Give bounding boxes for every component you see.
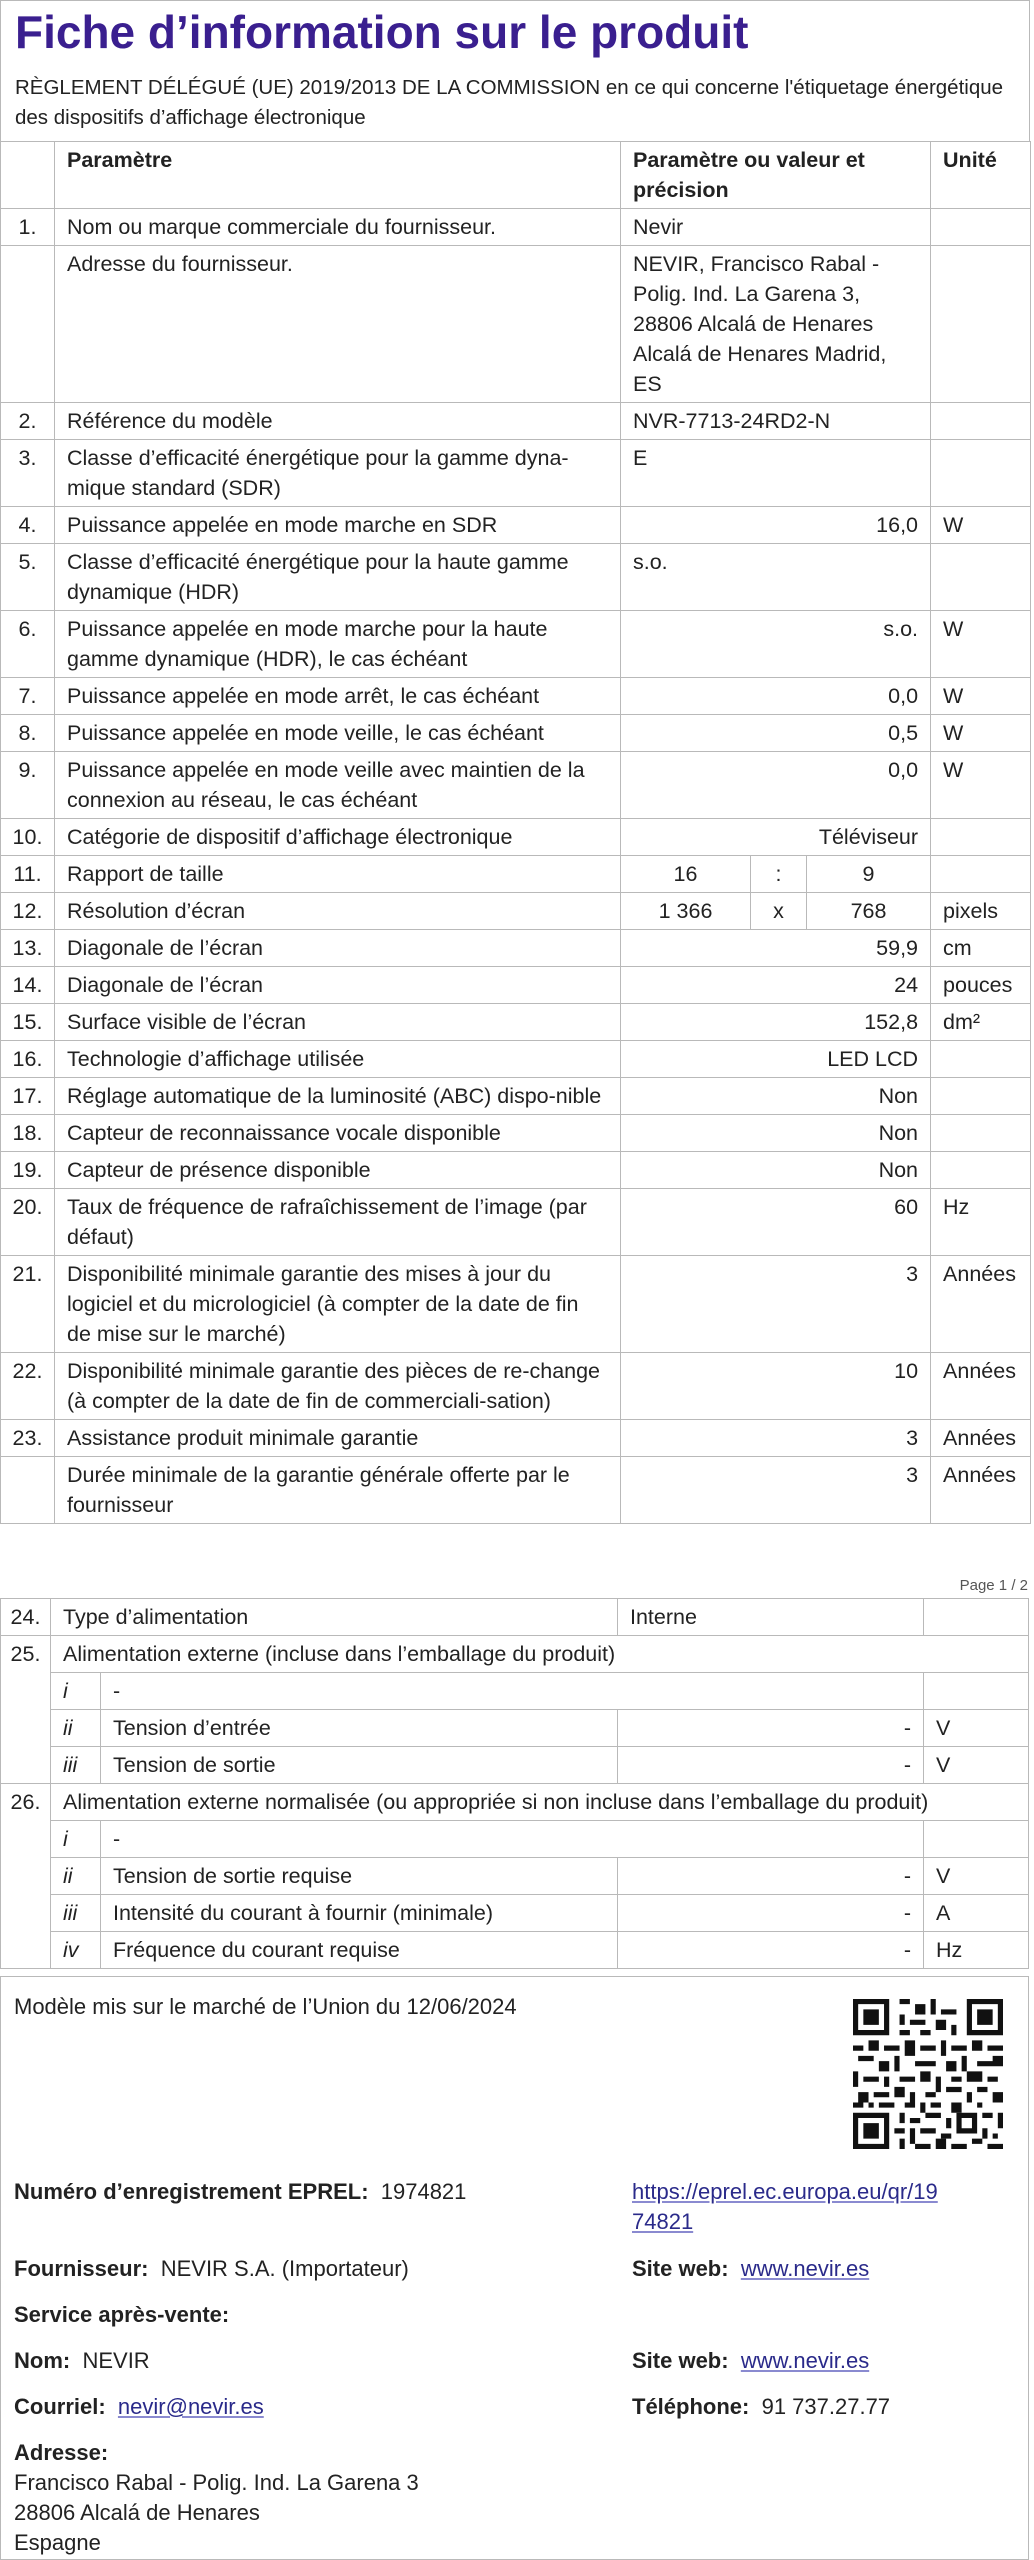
header-value: Paramètre ou valeur et précision xyxy=(621,142,931,209)
row-unit: W xyxy=(931,715,1031,752)
row-value-separator: x xyxy=(751,893,807,930)
row-unit: dm² xyxy=(931,1004,1031,1041)
row-value: E xyxy=(621,440,931,507)
table-header-row xyxy=(1,142,1031,209)
service-website xyxy=(632,2346,869,2376)
row-parameter: Diagonale de l’écran xyxy=(55,930,621,967)
row-parameter: Diagonale de l’écran xyxy=(55,967,621,1004)
table-row xyxy=(1,1636,1029,1673)
table-row xyxy=(1,856,1031,893)
subrow-value: - xyxy=(618,1747,924,1784)
row-number: 7. xyxy=(1,678,55,715)
row-unit: Années xyxy=(931,1457,1031,1524)
row-number: 17. xyxy=(1,1078,55,1115)
table-row xyxy=(1,403,1031,440)
table-row xyxy=(1,1599,1029,1636)
page-number: Page 1 / 2 xyxy=(959,1577,1028,1594)
supplier xyxy=(14,2254,409,2284)
website-link[interactable]: www.nevir.es xyxy=(740,2256,870,2281)
row-unit xyxy=(931,1115,1031,1152)
header xyxy=(0,0,1030,141)
roman-index: ii xyxy=(51,1710,101,1747)
row-number: 19. xyxy=(1,1152,55,1189)
address-label: Adresse: xyxy=(14,2440,109,2465)
row-number: 22. xyxy=(1,1353,55,1420)
row-label: Alimentation externe normalisée (ou appropriée si non incluse dans l’emballage du produit) xyxy=(51,1784,1029,1821)
row-number: 4. xyxy=(1,507,55,544)
subrow-value: - xyxy=(618,1710,924,1747)
row-value: 16,0 xyxy=(621,507,931,544)
row-number: 12. xyxy=(1,893,55,930)
row-unit: pixels xyxy=(931,893,1031,930)
table-row xyxy=(1,1420,1031,1457)
address-line-1: Francisco Rabal - Polig. Ind. La Garena 3 xyxy=(14,2470,419,2495)
table-row xyxy=(1,246,1031,403)
row-parameter: Puissance appelée en mode marche pour la haute gamme dynamique (HDR), le cas échéant xyxy=(55,611,621,678)
row-unit: Années xyxy=(931,1256,1031,1353)
row-value: 0,0 xyxy=(621,752,931,819)
eprel-link[interactable] xyxy=(632,2177,982,2237)
row-parameter: Adresse du fournisseur. xyxy=(55,246,621,403)
table-row xyxy=(1,1041,1031,1078)
eprel-label: Numéro d’enregistrement EPREL: xyxy=(14,2179,369,2204)
row-unit xyxy=(931,209,1031,246)
row-parameter: Puissance appelée en mode veille avec maintien de la connexion au réseau, le cas échéant xyxy=(55,752,621,819)
regulation-subtitle: RÈGLEMENT DÉLÉGUÉ (UE) 2019/2013 DE LA COMMISSION en ce qui concerne l'étiquetage énergétique des dispositifs d’affichage électronique xyxy=(15,76,1004,129)
row-parameter: Puissance appelée en mode veille, le cas échéant xyxy=(55,715,621,752)
row-number: 26. xyxy=(1,1784,51,1969)
website2-link[interactable]: www.nevir.es xyxy=(740,2348,870,2373)
row-unit xyxy=(931,1041,1031,1078)
row-unit: Années xyxy=(931,1420,1031,1457)
row-parameter: Réglage automatique de la luminosité (ABC) dispo-nible xyxy=(55,1078,621,1115)
eprel-url-line-2[interactable]: 74821 xyxy=(632,2209,694,2234)
table-row xyxy=(1,1152,1031,1189)
row-unit: pouces xyxy=(931,967,1031,1004)
service-phone xyxy=(632,2392,890,2422)
row-value-separator: : xyxy=(751,856,807,893)
row-value: LED LCD xyxy=(621,1041,931,1078)
row-parameter: Disponibilité minimale garantie des mises à jour du logiciel et du micrologiciel (à compter de la date de fin de mise sur le marché) xyxy=(55,1256,621,1353)
row-unit xyxy=(931,1152,1031,1189)
row-value: 24 xyxy=(621,967,931,1004)
subrow-label: Tension de sortie xyxy=(101,1747,618,1784)
row-value: 0,0 xyxy=(621,678,931,715)
subrow-label: Fréquence du courant requise xyxy=(101,1932,618,1969)
table-body xyxy=(1,209,1031,1524)
row-number: 16. xyxy=(1,1041,55,1078)
row-value: NEVIR, Francisco Rabal - Polig. Ind. La Garena 3, 28806 Alcalá de Henares Alcalá de Henares Madrid, ES xyxy=(621,246,931,403)
eprel-url-line-1[interactable]: https://eprel.ec.europa.eu/qr/19 xyxy=(632,2179,938,2204)
registration-panel xyxy=(0,1976,1029,2560)
table-subrow xyxy=(1,1821,1029,1858)
row-number: 2. xyxy=(1,403,55,440)
subrow-unit xyxy=(924,1821,1029,1858)
table-row xyxy=(1,507,1031,544)
roman-index: i xyxy=(51,1821,101,1858)
subrow-unit: A xyxy=(924,1895,1029,1932)
row-unit xyxy=(931,1078,1031,1115)
row-value: 3 xyxy=(621,1256,931,1353)
qr-code-icon[interactable] xyxy=(853,1999,1003,2149)
row-value: s.o. xyxy=(621,611,931,678)
after-sales-heading xyxy=(14,2300,229,2330)
subrow-label: - xyxy=(101,1821,924,1858)
row-value: Non xyxy=(621,1078,931,1115)
row-value-b: 768 xyxy=(807,893,931,930)
address-line-3: Espagne xyxy=(14,2530,101,2555)
row-number: 1. xyxy=(1,209,55,246)
roman-index: i xyxy=(51,1673,101,1710)
header-parameter: Paramètre xyxy=(55,142,621,209)
table-row xyxy=(1,752,1031,819)
row-parameter: Nom ou marque commerciale du fournisseur. xyxy=(55,209,621,246)
row-unit: Hz xyxy=(931,1189,1031,1256)
row-value: Téléviseur xyxy=(621,819,931,856)
email-link[interactable]: nevir@nevir.es xyxy=(117,2394,264,2419)
table-subrow xyxy=(1,1895,1029,1932)
row-number: 21. xyxy=(1,1256,55,1353)
row-unit xyxy=(931,246,1031,403)
table-subrow xyxy=(1,1932,1029,1969)
eprel-number xyxy=(14,2177,466,2207)
table-subrow xyxy=(1,1673,1029,1710)
row-number: 25. xyxy=(1,1636,51,1784)
header-unit: Unité xyxy=(931,142,1031,209)
row-value-b: 9 xyxy=(807,856,931,893)
row-unit xyxy=(931,403,1031,440)
row-unit: W xyxy=(931,678,1031,715)
row-parameter: Surface visible de l’écran xyxy=(55,1004,621,1041)
row-unit: Années xyxy=(931,1353,1031,1420)
roman-index: iii xyxy=(51,1895,101,1932)
name-label: Nom: xyxy=(14,2348,71,2373)
market-date-text: Modèle mis sur le marché de l’Union du 12/06/2024 xyxy=(14,1994,517,2019)
table-row xyxy=(1,209,1031,246)
row-value: 59,9 xyxy=(621,930,931,967)
table-row xyxy=(1,1457,1031,1524)
table-row xyxy=(1,1353,1031,1420)
row-value: 152,8 xyxy=(621,1004,931,1041)
row-number: 11. xyxy=(1,856,55,893)
row-parameter: Résolution d’écran xyxy=(55,893,621,930)
table-row xyxy=(1,611,1031,678)
row-value: Interne xyxy=(618,1599,924,1636)
subrow-value: - xyxy=(618,1858,924,1895)
row-parameter: Puissance appelée en mode marche en SDR xyxy=(55,507,621,544)
email-label: Courriel: xyxy=(14,2394,106,2419)
row-parameter: Durée minimale de la garantie générale offerte par le fournisseur xyxy=(55,1457,621,1524)
service-label: Service après-vente: xyxy=(14,2302,230,2327)
service-address xyxy=(14,2438,419,2558)
row-number: 13. xyxy=(1,930,55,967)
row-number: 5. xyxy=(1,544,55,611)
product-parameters-table xyxy=(0,141,1031,1524)
row-parameter: Capteur de reconnaissance vocale disponible xyxy=(55,1115,621,1152)
header-num-cell xyxy=(1,142,55,209)
row-unit xyxy=(931,856,1031,893)
table-subrow xyxy=(1,1747,1029,1784)
row-value: Non xyxy=(621,1152,931,1189)
row-unit xyxy=(931,544,1031,611)
row-number: 23. xyxy=(1,1420,55,1457)
row-value-a: 16 xyxy=(621,856,751,893)
eprel-value: 1974821 xyxy=(380,2179,467,2204)
row-parameter: Disponibilité minimale garantie des pièces de re-change (à compter de la date de fin de commerciali-sation) xyxy=(55,1353,621,1420)
row-number xyxy=(1,1457,55,1524)
subrow-label: Tension d’entrée xyxy=(101,1710,618,1747)
row-parameter: Assistance produit minimale garantie xyxy=(55,1420,621,1457)
subrow-value: - xyxy=(618,1895,924,1932)
subrow-label: Intensité du courant à fournir (minimale) xyxy=(101,1895,618,1932)
table-row xyxy=(1,1078,1031,1115)
row-number: 3. xyxy=(1,440,55,507)
row-value: Non xyxy=(621,1115,931,1152)
row-value-a: 1 366 xyxy=(621,893,751,930)
row-parameter: Classe d’efficacité énergétique pour la gamme dyna-mique standard (SDR) xyxy=(55,440,621,507)
website-label: Site web: xyxy=(632,2256,729,2281)
row-unit xyxy=(931,440,1031,507)
table-row xyxy=(1,930,1031,967)
table-row xyxy=(1,715,1031,752)
website2-label: Site web: xyxy=(632,2348,729,2373)
table-row xyxy=(1,544,1031,611)
row-parameter: Rapport de taille xyxy=(55,856,621,893)
row-number: 8. xyxy=(1,715,55,752)
row-parameter: Puissance appelée en mode arrêt, le cas échéant xyxy=(55,678,621,715)
table-row xyxy=(1,893,1031,930)
table-row xyxy=(1,440,1031,507)
row-unit: W xyxy=(931,752,1031,819)
roman-index: ii xyxy=(51,1858,101,1895)
table-row xyxy=(1,1256,1031,1353)
table-row xyxy=(1,1784,1029,1821)
subrow-label: Tension de sortie requise xyxy=(101,1858,618,1895)
row-unit: W xyxy=(931,611,1031,678)
row-label: Alimentation externe (incluse dans l’emballage du produit) xyxy=(51,1636,1029,1673)
supplier-value: NEVIR S.A. (Importateur) xyxy=(160,2256,409,2281)
name-value: NEVIR xyxy=(82,2348,150,2373)
subrow-unit: V xyxy=(924,1858,1029,1895)
row-value: s.o. xyxy=(621,544,931,611)
row-value: 3 xyxy=(621,1420,931,1457)
phone-label: Téléphone: xyxy=(632,2394,750,2419)
row-label: Type d’alimentation xyxy=(51,1599,618,1636)
row-number: 24. xyxy=(1,1599,51,1636)
power-supply-table xyxy=(0,1598,1029,1969)
subrow-unit xyxy=(924,1673,1029,1710)
table-subrow xyxy=(1,1858,1029,1895)
address-line-2: 28806 Alcalá de Henares xyxy=(14,2500,260,2525)
row-parameter: Catégorie de dispositif d’affichage électronique xyxy=(55,819,621,856)
supplier-label: Fournisseur: xyxy=(14,2256,149,2281)
row-value: Nevir xyxy=(621,209,931,246)
row-value: 3 xyxy=(621,1457,931,1524)
row-value: 10 xyxy=(621,1353,931,1420)
service-email xyxy=(14,2392,264,2422)
subrow-unit: V xyxy=(924,1710,1029,1747)
table-row xyxy=(1,678,1031,715)
table-row xyxy=(1,967,1031,1004)
row-number: 10. xyxy=(1,819,55,856)
row-unit: cm xyxy=(931,930,1031,967)
roman-index: iv xyxy=(51,1932,101,1969)
row-number xyxy=(1,246,55,403)
subrow-unit: V xyxy=(924,1747,1029,1784)
row-unit xyxy=(924,1599,1029,1636)
subrow-label: - xyxy=(101,1673,924,1710)
row-parameter: Référence du modèle xyxy=(55,403,621,440)
row-unit xyxy=(931,819,1031,856)
table-row xyxy=(1,1115,1031,1152)
phone-value: 91 737.27.77 xyxy=(761,2394,891,2419)
row-parameter: Taux de fréquence de rafraîchissement de l’image (par défaut) xyxy=(55,1189,621,1256)
table-row xyxy=(1,819,1031,856)
page-title: Fiche d’information sur le produit xyxy=(15,6,749,58)
row-parameter: Technologie d’affichage utilisée xyxy=(55,1041,621,1078)
row-parameter: Classe d’efficacité énergétique pour la haute gamme dynamique (HDR) xyxy=(55,544,621,611)
table-row xyxy=(1,1189,1031,1256)
service-name xyxy=(14,2346,150,2376)
table-row xyxy=(1,1004,1031,1041)
row-number: 15. xyxy=(1,1004,55,1041)
subrow-unit: Hz xyxy=(924,1932,1029,1969)
subrow-value: - xyxy=(618,1932,924,1969)
roman-index: iii xyxy=(51,1747,101,1784)
row-parameter: Capteur de présence disponible xyxy=(55,1152,621,1189)
row-number: 20. xyxy=(1,1189,55,1256)
row-value: 0,5 xyxy=(621,715,931,752)
row-value: 60 xyxy=(621,1189,931,1256)
supplier-website xyxy=(632,2254,869,2284)
row-unit: W xyxy=(931,507,1031,544)
row-number: 9. xyxy=(1,752,55,819)
row-number: 18. xyxy=(1,1115,55,1152)
row-number: 14. xyxy=(1,967,55,1004)
row-value: NVR-7713-24RD2-N xyxy=(621,403,931,440)
row-number: 6. xyxy=(1,611,55,678)
table-subrow xyxy=(1,1710,1029,1747)
